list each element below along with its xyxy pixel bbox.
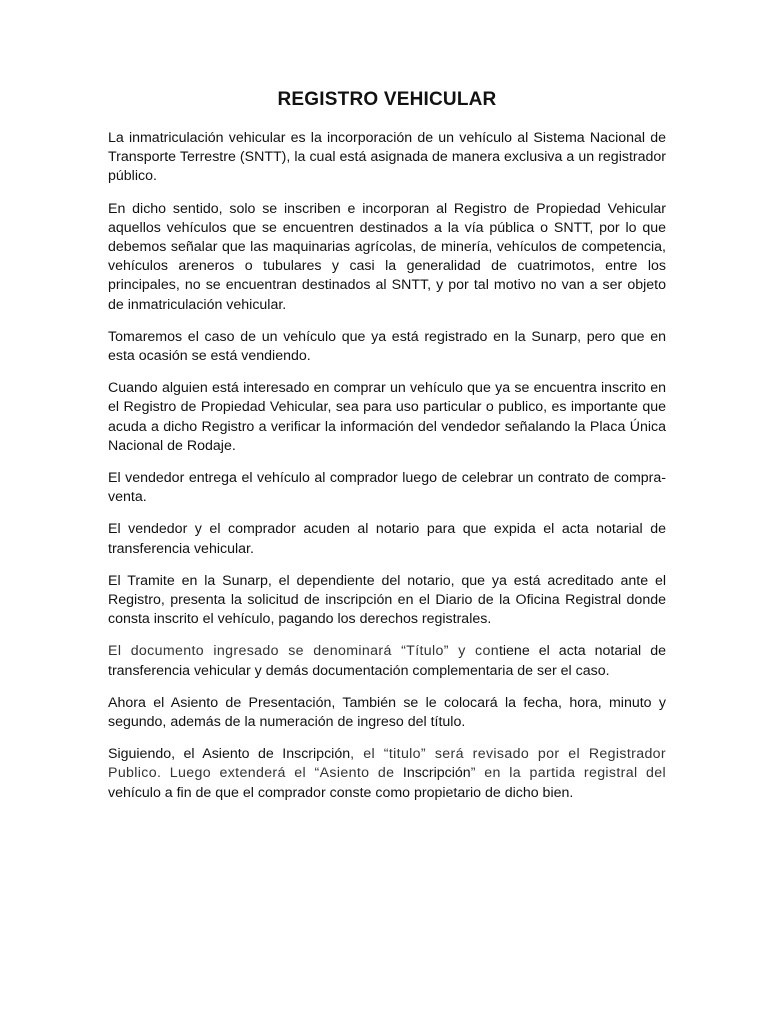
paragraph-2: En dicho sentido, solo se inscriben e incorporan al Registro de Propiedad Vehicular aquellos vehículos que se encuentren destinados a la vía pública o SNTT, por lo que debemos señalar que las maquinarias agrícolas, de minería, vehículos de competencia, vehículos areneros o tubulares y casi la generalidad de cuatrimotos, entre los principales, no se encuentran destinados al SNTT, y por tal motivo no van a ser objeto de inmatriculación vehicular.	[108, 200, 666, 313]
paragraph-8-light-text: El documento ingresado se denominará “Título” y con	[108, 643, 499, 660]
paragraph-5: El vendedor entrega el vehículo al comprador luego de celebrar un contrato de compra-venta.	[108, 470, 666, 506]
paragraph-1: La inmatriculación vehicular es la incorporación de un vehículo al Sistema Nacional de Transporte Terrestre (SNTT), la cual está asignada de manera exclusiva a un registrador público.	[108, 130, 666, 185]
paragraph-8-text: tiene el acta notarial de transferencia vehicular y demás documentación complementaria de ser el caso.	[108, 643, 666, 679]
paragraph-7: El Tramite en la Sunarp, el dependiente del notario, que ya está acreditado ante el Registro, presenta la solicitud de inscripción en el Diario de la Oficina Registral donde consta inscrito el vehículo, pagando los derechos registrales.	[108, 572, 666, 628]
paragraph-10	[108, 745, 666, 803]
paragraph-9: Ahora el Asiento de Presentación, También se le colocará la fecha, hora, minuto y segundo, además de la numeración de ingreso del título.	[108, 694, 666, 731]
paragraph-4: Cuando alguien está interesado en comprar un vehículo que ya se encuentra inscrito en el Registro de Propiedad Vehicular, sea para uso particular o publico, es importante que acuda a dicho Registro a verificar la información del vendedor señalando la Placa Única Nacional de Rodaje.	[108, 380, 666, 454]
document-title: REGISTRO VEHICULAR	[277, 89, 497, 110]
paragraph-10-light-text-a: , el “titulo” será revisado por el Registrador Publico. Luego extenderá el “Asiento de	[108, 746, 666, 782]
paragraph-6: El vendedor y el comprador acuden al notario para que expida el acta notarial de transferencia vehicular.	[108, 521, 666, 557]
paragraph-10-light-text-b: ” en la partida registral del	[470, 765, 666, 782]
paragraph-8	[108, 642, 666, 680]
paragraph-10-text-a: Siguiendo, el Asiento de Inscripción	[108, 746, 351, 763]
paragraph-10-text-c: vehículo a fin de que el comprador conste como propietario de dicho bien.	[108, 784, 574, 801]
paragraph-10-text-b: Inscripción	[402, 765, 471, 782]
paragraph-3: Tomaremos el caso de un vehículo que ya está registrado en la Sunarp, pero que en esta ocasión se está vendiendo.	[108, 328, 666, 365]
